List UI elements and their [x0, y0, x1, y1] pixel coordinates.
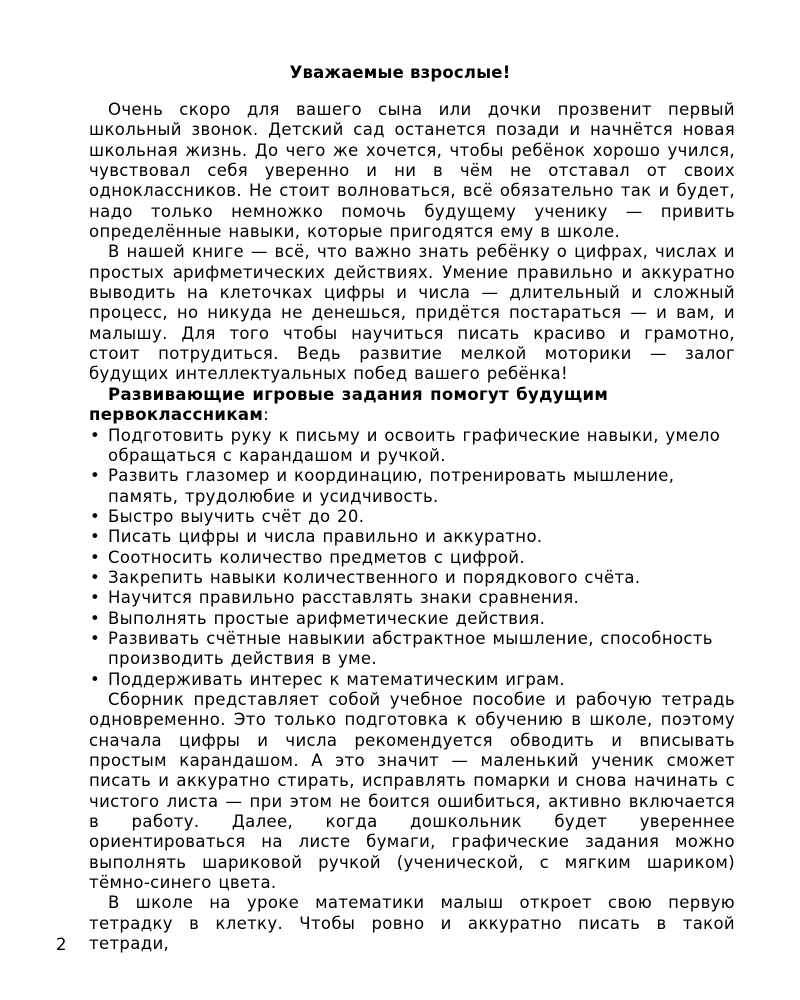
bullet-icon: • — [90, 567, 101, 587]
closing-paragraph-2: В школе на уроке математики малыш откроет свою первую тетрадку в клетку. Чтобы ровно и аккуратно писать в такой тетради, — [89, 893, 735, 954]
list-item — [89, 426, 735, 467]
list-item — [89, 629, 735, 670]
list-item — [89, 507, 735, 527]
bullet-icon: • — [90, 466, 101, 486]
closing-paragraph-1: Сборник представляет собой учебное пособие и рабочую тетрадь одновременно. Это только подготовка к обучению в школе, поэтому сначала цифры и числа рекомендуется обводить и вписывать простым карандашом. А это значит — маленький ученик сможет писать и аккуратно стирать, исправлять помарки и снова начинать с чистого листа — при этом не боится ошибиться, активно включается в работу. Далее, когда дошкольник будет увереннее ориентироваться на листе бумаги, графические задания можно выполнять шариковой ручкой (ученической, с мягким шариком) тёмно-синего цвета. — [89, 689, 735, 893]
list-item — [89, 527, 735, 547]
bullet-icon: • — [90, 425, 101, 445]
bullet-icon: • — [90, 506, 101, 526]
page-title: Уважаемые взрослые! — [289, 63, 511, 82]
bullet-icon: • — [90, 588, 101, 608]
intro-paragraph-2: В нашей книге — всё, что важно знать ребёнку о цифрах, числах и простых арифметических действиях. Умение правильно и аккуратно выводить на клеточках цифры и числа — длительный и сложный процесс, но никуда не денешься, придётся постараться — и вам, и малышу. Для того чтобы научиться писать красиво и грамотно, стоит потрудиться. Ведь развитие мелкой моторики — залог будущих интеллектуальных побед вашего ребёнка! — [89, 242, 735, 384]
list-item — [89, 568, 735, 588]
list-heading-suffix: : — [263, 405, 270, 425]
list-item-text: Писать цифры и числа правильно и аккуратно. — [108, 527, 543, 547]
intro-paragraph-1: Очень скоро для вашего сына или дочки прозвенит первый школьный звонок. Детский сад останется позади и начнётся новая школьная жизнь. До чего же хочется, чтобы ребёнок хорошо учился, чувствовал себя уверенно и ни в чём не отставал от своих одноклассников. Не стоит волноваться, всё обязательно так и будет, надо только немножко помочь будущему ученику — привить определённые навыки, которые пригодятся ему в школе. — [89, 100, 735, 242]
list-item-text: Развивать счётные навыкии абстрактное мышление, способность производить действия в уме. — [108, 628, 713, 669]
list-item-text: Выполнять простые арифметические действия. — [108, 608, 546, 628]
list-heading — [89, 385, 735, 426]
list-item — [89, 548, 735, 568]
list-heading-bold: Развивающие игровые задания помогут будущим первоклассникам — [89, 384, 609, 425]
list-item-text: Поддерживать интерес к математическим играм. — [108, 669, 566, 689]
bullet-icon: • — [90, 669, 101, 689]
list-item-text: Соотносить количество предметов с цифрой. — [108, 547, 525, 567]
list-item-text: Подготовить руку к письму и освоить графические навыки, умело обращаться с карандашом и ручкой. — [108, 425, 721, 465]
bullet-icon: • — [90, 527, 101, 547]
skills-list — [89, 426, 735, 690]
bullet-icon: • — [90, 608, 101, 628]
page-number: 2 — [56, 935, 67, 954]
list-item-text: Закрепить навыки количественного и порядкового счёта. — [108, 567, 641, 587]
bullet-icon: • — [90, 547, 101, 567]
list-item — [89, 670, 735, 690]
list-item-text: Научится правильно расставлять знаки сравнения. — [108, 588, 580, 608]
list-item — [89, 588, 735, 608]
list-item-text: Развить глазомер и координацию, потренировать мышление, память, трудолюбие и усидчивость. — [108, 466, 675, 506]
list-item — [89, 609, 735, 629]
body-text — [89, 100, 735, 954]
bullet-icon: • — [90, 628, 101, 648]
list-item-text: Быстро выучить счёт до 20. — [108, 506, 365, 526]
list-item — [89, 466, 735, 507]
